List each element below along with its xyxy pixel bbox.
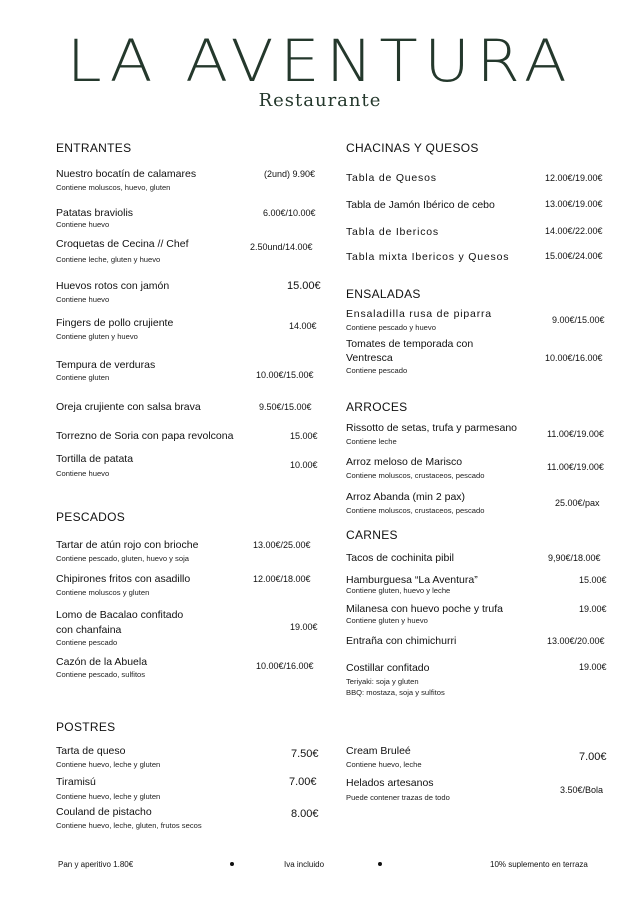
item-price: 6.00€/10.00€ (263, 208, 316, 218)
item-price: 14.00€/22.00€ (545, 226, 603, 236)
item-allergens: Contiene huevo (56, 295, 110, 304)
item-allergens: Contiene huevo (56, 220, 110, 229)
item-name: Tabla de Jamón Ibérico de cebo (346, 199, 495, 211)
item-allergens: Contiene leche, gluten y huevo (56, 255, 161, 264)
item-price: 12.00€/19.00€ (545, 173, 603, 183)
item-name: Fingers de pollo crujiente (56, 317, 174, 329)
item-price: 14.00€ (289, 321, 317, 331)
item-name: Tabla de Quesos (346, 172, 437, 184)
section-postres: POSTRES (56, 720, 116, 734)
item-name: Tabla mixta Ibericos y Quesos (346, 251, 510, 263)
item-name: Cream Bruleé (346, 745, 411, 757)
item-price: 19.00€ (579, 604, 607, 614)
item-name-line2: Ventresca (346, 352, 393, 364)
item-price: 13.00€/25.00€ (253, 540, 311, 550)
item-allergens: Contiene moluscos, crustaceos, pescado (346, 506, 485, 515)
item-name: Arroz Abanda (min 2 pax) (346, 491, 466, 503)
item-price: 12.00€/18.00€ (253, 574, 311, 584)
item-price: (2und) 9.90€ (264, 169, 316, 179)
item-price: 19.00€ (290, 622, 318, 632)
item-name: Tomates de temporada con (346, 338, 474, 350)
item-name: Helados artesanos (346, 777, 434, 789)
item-price: 25.00€/pax (555, 498, 600, 508)
item-allergens-bbq: BBQ: mostaza, soja y sulfitos (346, 688, 445, 697)
item-name: Tarta de queso (56, 745, 126, 757)
item-name: Milanesa con huevo poche y trufa (346, 603, 504, 615)
item-name: Chipirones fritos con asadillo (56, 573, 191, 585)
item-allergens: Contiene huevo, leche, gluten, frutos secos (56, 821, 202, 830)
item-allergens: Contiene leche (346, 437, 397, 446)
item-allergens: Contiene moluscos, crustaceos, pescado (346, 471, 485, 480)
item-name: Entraña con chimichurri (346, 635, 457, 647)
section-ensaladas: ENSALADAS (346, 287, 421, 301)
item-name: Costillar confitado (346, 662, 430, 674)
item-price: 10.00€/15.00€ (256, 370, 314, 380)
item-allergens: Contiene pescado, sulfitos (56, 670, 146, 679)
item-allergens: Contiene pescado (56, 638, 118, 647)
item-price: 19.00€ (579, 662, 607, 672)
item-name: Tartar de atún rojo con brioche (56, 539, 199, 551)
footer-tax-note: Iva incluido (284, 860, 325, 869)
item-price: 10.00€/16.00€ (256, 661, 314, 671)
item-price: 10.00€ (290, 460, 318, 470)
item-name: Croquetas de Cecina // Chef (56, 238, 189, 250)
item-name: Tempura de verduras (56, 359, 156, 371)
item-price: 11.00€/19.00€ (547, 462, 604, 472)
item-price: 2.50und/14.00€ (250, 242, 313, 252)
item-name: Tiramisú (56, 776, 96, 788)
item-name: Huevos rotos con jamón (56, 280, 170, 292)
footer-bread-note: Pan y aperitivo 1.80€ (58, 860, 134, 869)
item-name: Lomo de Bacalao confitado (56, 609, 184, 621)
section-arroces: ARROCES (346, 400, 408, 414)
item-price: 9,90€/18.00€ (548, 553, 601, 563)
item-price: 13.00€/20.00€ (547, 636, 605, 646)
item-allergens: Contiene gluten y huevo (346, 616, 428, 625)
item-name: Patatas braviolis (56, 207, 134, 219)
item-name: Tacos de cochinita pibil (346, 552, 454, 564)
item-allergens: Teriyaki: soja y gluten (346, 677, 419, 686)
restaurant-subtitle: Restaurante (258, 90, 382, 111)
item-name: Cazón de la Abuela (56, 656, 148, 668)
item-allergens: Contiene huevo, leche (346, 760, 422, 769)
item-price: 15.00€ (287, 280, 321, 292)
item-name: Tabla de Ibericos (346, 226, 439, 238)
item-price: 7.50€ (291, 748, 319, 760)
item-price: 13.00€/19.00€ (545, 199, 603, 209)
item-allergens: Contiene moluscos y gluten (56, 588, 150, 597)
item-name: Hamburguesa “La Aventura” (346, 574, 478, 586)
item-price: 15.00€ (579, 575, 607, 585)
item-price: 3.50€/Bola (560, 785, 604, 795)
item-allergens: Contiene pescado (346, 366, 408, 375)
item-price: 15.00€/24.00€ (545, 251, 603, 261)
item-allergens: Contiene pescado y huevo (346, 323, 436, 332)
item-allergens: Contiene moluscos, huevo, gluten (56, 183, 171, 192)
item-allergens: Contiene huevo, leche y gluten (56, 792, 161, 801)
item-allergens: Contiene pescado, gluten, huevo y soja (56, 554, 189, 563)
item-name: Couland de pistacho (56, 806, 152, 818)
item-allergens: Contiene huevo (56, 469, 110, 478)
item-name: Oreja crujiente con salsa brava (56, 401, 201, 413)
footer-separator-dot (378, 862, 382, 866)
restaurant-title: LA AVENTURA (66, 27, 574, 95)
section-entrantes: ENTRANTES (56, 141, 132, 155)
item-price: 8.00€ (291, 808, 319, 820)
item-name: Rissotto de setas, trufa y parmesano (346, 422, 517, 434)
item-price: 10.00€/16.00€ (545, 353, 603, 363)
item-allergens: Contiene gluten (56, 373, 110, 382)
item-price: 9.50€/15.00€ (259, 402, 312, 412)
section-pescados: PESCADOS (56, 510, 126, 524)
item-allergens: Puede contener trazas de todo (346, 793, 450, 802)
item-allergens: Contiene gluten, huevo y leche (346, 586, 451, 595)
item-price: 7.00€ (289, 776, 317, 788)
item-name: Arroz meloso de Marisco (346, 456, 463, 468)
item-price: 11.00€/19.00€ (547, 429, 604, 439)
item-name: Torrezno de Soria con papa revolcona (56, 430, 234, 442)
item-name: Ensaladilla rusa de piparra (346, 308, 492, 320)
section-chacinas: CHACINAS Y QUESOS (346, 141, 479, 155)
item-allergens: Contiene huevo, leche y gluten (56, 760, 161, 769)
item-price: 7.00€ (579, 751, 607, 763)
footer-terrace-note: 10% suplemento en terraza (490, 860, 588, 869)
section-carnes: CARNES (346, 528, 398, 542)
item-name: Nuestro bocatín de calamares (56, 168, 197, 180)
item-allergens: Contiene gluten y huevo (56, 332, 138, 341)
footer-separator-dot (230, 862, 234, 866)
item-name-line2: con chanfaina (56, 624, 122, 636)
item-name: Tortilla de patata (56, 453, 134, 465)
item-price: 15.00€ (290, 431, 318, 441)
item-price: 9.00€/15.00€ (552, 315, 605, 325)
